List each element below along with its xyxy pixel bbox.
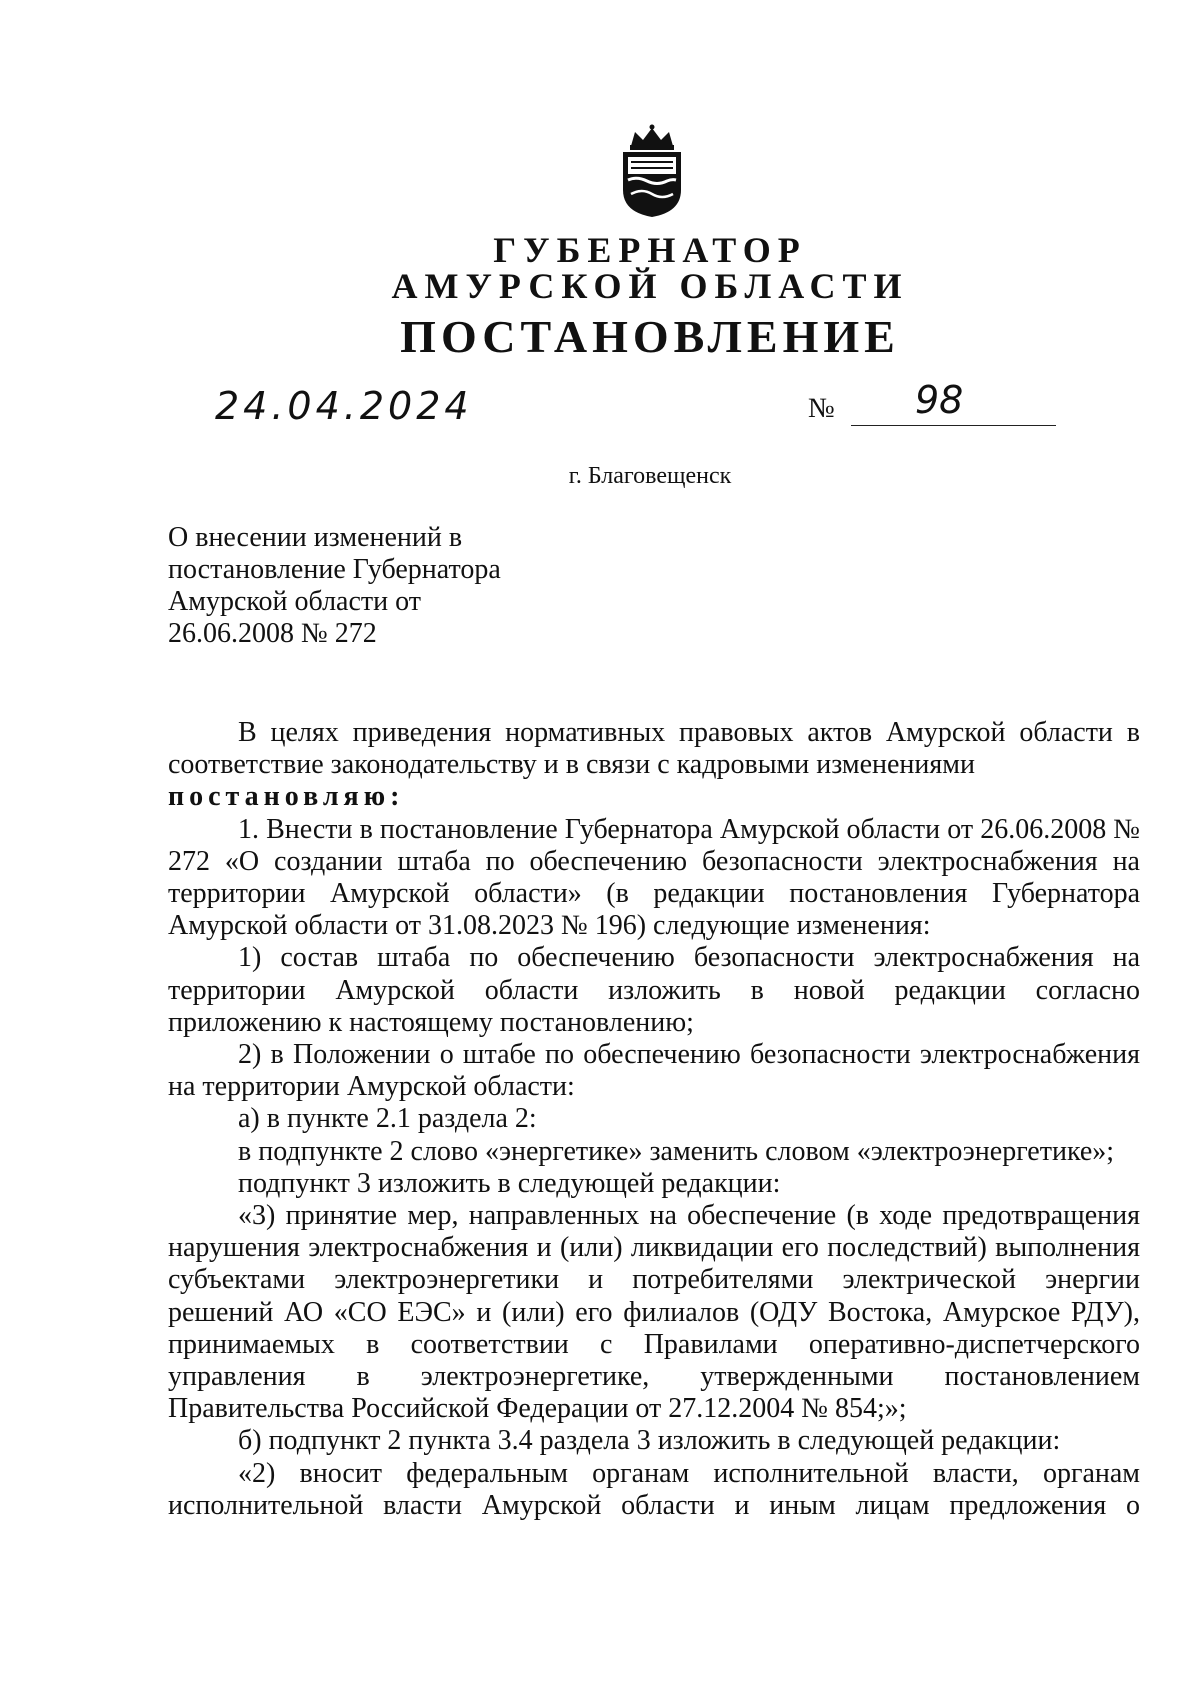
document-type: ПОСТАНОВЛЕНИЕ	[400, 311, 900, 362]
intro-paragraph: В целях приведения нормативных правовых актов Амурской области в соответствие законодательству и в связи с кадровыми изменениями	[168, 717, 1140, 781]
subject-line: Амурской области от	[168, 586, 421, 617]
decree-line	[168, 781, 1140, 813]
document-body	[168, 717, 1140, 1522]
org-title-line2: АМУРСКОЙ ОБЛАСТИ	[391, 266, 909, 306]
city-line: г. Благовещенск	[568, 463, 732, 489]
body-paragraph: а) в пункте 2.1 раздела 2:	[238, 1103, 537, 1135]
document-subject	[168, 522, 568, 650]
body-paragraph: подпункт 3 изложить в следующей редакции:	[238, 1167, 781, 1199]
org-title-line1: ГУБЕРНАТОР	[493, 230, 807, 270]
subject-line: 26.06.2008 № 272	[168, 618, 377, 649]
number-underline	[851, 425, 1056, 426]
body-paragraph: «3) принятие мер, направленных на обеспечение (в ходе предотвращения нарушения электроснабжения и (или) ликвидации его последствий) выполнения субъектами электроэнергетики и потребителями электрической энергии решений АО «СО ЕЭС» и (или) его филиалов (ОДУ Востока, Амурское РДУ), принимаемых в соответствии с Правилами оперативно-диспетчерского управления в электроэнергетике, утвержденными постановлением Правительства Российской Федерации от 27.12.2004 № 854;»;	[168, 1200, 1140, 1425]
subject-line: постановление Губернатора	[168, 554, 501, 585]
number-label: №	[808, 393, 835, 424]
decree-word: постановляю	[168, 781, 391, 813]
decree-colon: :	[390, 781, 400, 813]
body-paragraph: 1) состав штаба по обеспечению безопасности электроснабжения на территории Амурской области изложить в новой редакции согласно приложению к настоящему постановлению;	[168, 942, 1140, 1038]
body-paragraph: б) подпункт 2 пункта 3.4 раздела 3 изложить в следующей редакции:	[238, 1425, 1061, 1457]
handwritten-number: 98	[915, 378, 964, 422]
coat-of-arms-icon	[617, 124, 687, 218]
body-paragraph: «2) вносит федеральным органам исполнительной власти, органам исполнительной власти Амурской области и иным лицам предложения о	[168, 1457, 1140, 1521]
body-paragraph: 1. Внести в постановление Губернатора Амурской области от 26.06.2008 № 272 «О создании штаба по обеспечению безопасности электроснабжения на территории Амурской области» (в редакции постановления Губернатора Амурской области от 31.08.2023 № 196) следующие изменения:	[168, 813, 1140, 942]
subject-line: О внесении изменений в	[168, 522, 463, 553]
handwritten-date: 24.04.2024	[215, 384, 473, 428]
body-paragraph: 2) в Положении о штабе по обеспечению безопасности электроснабжения на территории Амурской области:	[168, 1039, 1140, 1103]
body-paragraph: в подпункте 2 слово «энергетике» заменить словом «электроэнергетике»;	[238, 1135, 1115, 1167]
